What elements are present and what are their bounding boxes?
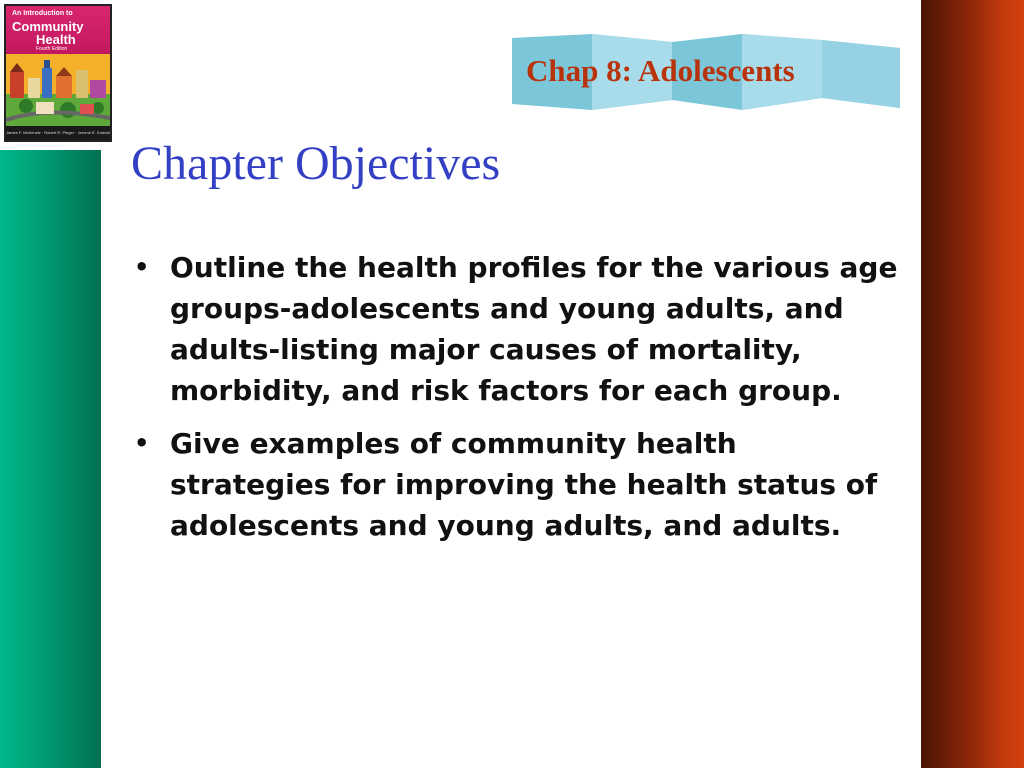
objective-item	[130, 247, 905, 411]
book-town-illustration	[6, 54, 110, 126]
book-cover-frame	[0, 0, 120, 150]
chapter-label: Chap 8: Adolescents	[526, 53, 795, 88]
objective-text: Outline the health profiles for the various age groups-adolescents and young adults, and adults-listing major causes of mortality, morbidity, and risk factors for each group.	[170, 251, 898, 407]
book-cover-image	[4, 4, 112, 142]
book-title-block	[6, 6, 110, 54]
chapter-banner	[512, 34, 902, 118]
book-authors: James F. McKenzie · Robert R. Pinger · Jerome E. Kotecki	[6, 126, 110, 140]
right-accent-bar	[921, 0, 1024, 768]
book-title-line2: Health	[36, 32, 76, 47]
objective-text: Give examples of community health strategies for improving the health status of adolescents and young adults, and adults.	[170, 427, 878, 542]
bullet-icon: •	[134, 429, 150, 457]
book-title-line1: Community	[12, 19, 84, 34]
objective-item	[130, 423, 905, 546]
slide-title: Chapter Objectives	[131, 137, 501, 190]
book-edition: Fourth Edition	[36, 46, 68, 52]
book-subtitle: An Introduction to	[12, 10, 73, 17]
objectives-list	[130, 247, 905, 558]
bullet-icon: •	[134, 253, 150, 281]
